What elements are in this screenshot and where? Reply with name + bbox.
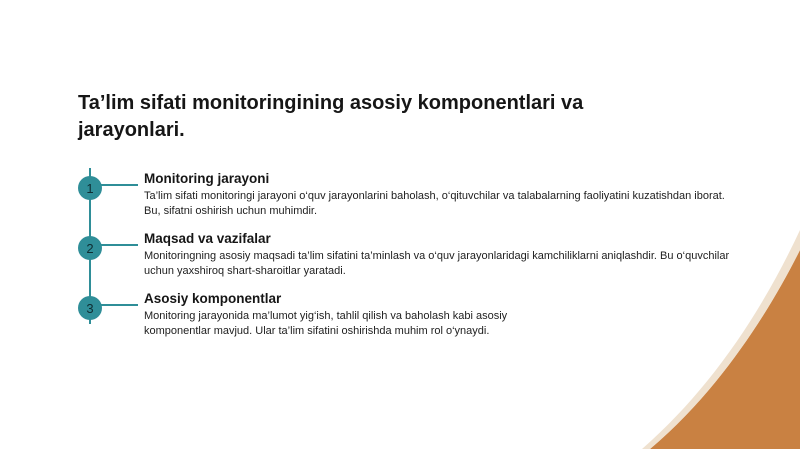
step-heading: Asosiy komponentlar [144, 291, 282, 306]
step-number-badge: 3 [78, 296, 102, 320]
step-description: Monitoringning asosiy maqsadi ta’lim sifatini ta’minlash va o‘quv jarayonlaridagi kamchiliklarni aniqlashdir. Bu o‘quvchilar uchun yaxshiroq shart-sharoitlar yaratadi. [144, 250, 730, 277]
step-description: Monitoring jarayonida ma’lumot yig‘ish, tahlil qilish va baholash kabi asosiy komponentlar mavjud. Ular ta’lim sifatini oshirishda muhim rol o‘ynaydi. [144, 310, 508, 337]
step-heading: Maqsad va vazifalar [144, 231, 271, 246]
step-number-badge: 2 [78, 236, 102, 260]
step-description: Ta’lim sifati monitoringi jarayoni o‘quv jarayonlarini baholash, o‘qituvchilar va talabalarning faoliyatini kuzatishdan iborat. Bu, sifatni oshirish uchun muhimdir. [144, 190, 725, 217]
slide-title: Ta’lim sifati monitoringining asosiy komponentlari va jarayonlari. [78, 92, 584, 141]
step-heading: Monitoring jarayoni [144, 171, 270, 186]
step-number-badge: 1 [78, 176, 102, 200]
